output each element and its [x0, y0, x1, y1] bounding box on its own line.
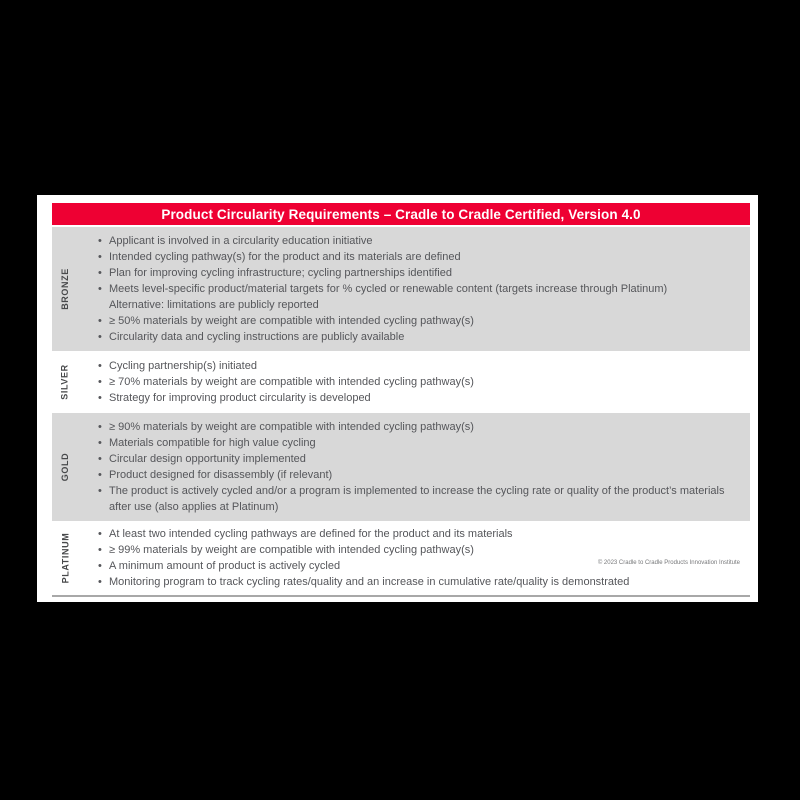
bullet-item: • Cycling partnership(s) initiated: [98, 358, 740, 374]
section-gold: [52, 413, 750, 521]
bullet-item: • A minimum amount of product is actively cycled: [98, 558, 740, 574]
page-title: Product Circularity Requirements – Cradle to Cradle Certified, Version 4.0: [161, 206, 641, 222]
bullet-item: • Applicant is involved in a circularity education initiative: [98, 233, 740, 249]
bullet-item: • At least two intended cycling pathways are defined for the product and its materials: [98, 526, 740, 542]
silver-label-column: [52, 351, 78, 413]
bullet-item: • Plan for improving cycling infrastructure; cycling partnerships identified: [98, 265, 740, 281]
bullet-item: • ≥ 70% materials by weight are compatible with intended cycling pathway(s): [98, 374, 740, 390]
section-bronze: [52, 227, 750, 351]
bronze-label-column: [52, 227, 78, 351]
gold-level-label: GOLD: [60, 452, 70, 482]
platinum-label-column: [52, 521, 78, 595]
bullet-item: • Monitoring program to track cycling rates/quality and an increase in cumulative rate/quality is demonstrated: [98, 574, 740, 590]
copyright-notice: © 2023 Cradle to Cradle Products Innovation Institute: [597, 560, 740, 566]
bullet-item: • Circular design opportunity implemented: [98, 451, 740, 467]
bullet-item: • Intended cycling pathway(s) for the product and its materials are defined: [98, 249, 740, 265]
bullet-item: • ≥ 90% materials by weight are compatible with intended cycling pathway(s): [98, 419, 740, 435]
title-bar: [52, 203, 750, 225]
bullet-continuation: Alternative: limitations are publicly reported: [109, 299, 319, 311]
silver-level-label: SILVER: [60, 364, 71, 400]
bullet-item: • ≥ 99% materials by weight are compatible with intended cycling pathway(s): [98, 542, 740, 558]
document-card: [37, 195, 758, 602]
bullet-item: • Product designed for disassembly (if relevant): [98, 467, 740, 483]
bullet-item: • Circularity data and cycling instructions are publicly available: [98, 329, 740, 345]
bronze-level-label: BRONZE: [60, 268, 71, 310]
bottom-divider: [52, 595, 750, 597]
section-platinum: [52, 521, 750, 595]
section-silver: [52, 351, 750, 413]
platinum-requirements-list: [78, 521, 750, 595]
bullet-item: • The product is actively cycled and/or a program is implemented to increase the cycling rate or quality of the product’s materials after use (also applies at Platinum): [98, 483, 740, 515]
gold-requirements-list: [78, 413, 750, 521]
bullet-item: • Materials compatible for high value cycling: [98, 435, 740, 451]
bullet-item: • Strategy for improving product circularity is developed: [98, 390, 740, 406]
bullet-item: • Meets level-specific product/material targets for % cycled or renewable content (targets increase through Platinum) Alternative: limitations are publicly reported: [98, 281, 740, 313]
platinum-level-label: PLATINUM: [60, 532, 71, 584]
requirements-table: [52, 203, 750, 597]
gold-label-column: [52, 413, 78, 521]
bullet-item: • ≥ 50% materials by weight are compatible with intended cycling pathway(s): [98, 313, 740, 329]
bronze-requirements-list: [78, 227, 750, 351]
silver-requirements-list: [78, 351, 750, 413]
